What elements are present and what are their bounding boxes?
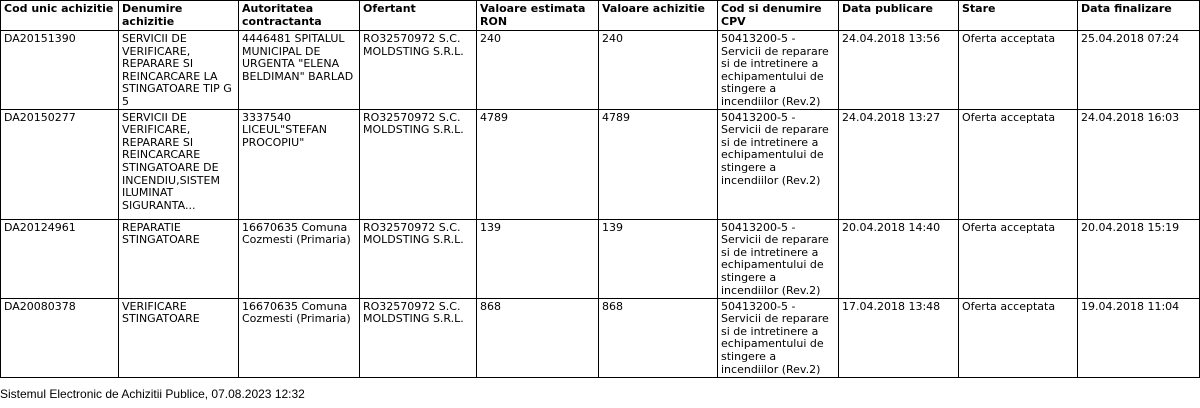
col-header-data-publicare: Data publicare — [839, 1, 959, 31]
cell-stare: Oferta acceptata — [959, 31, 1078, 110]
cell-valoare-estimata: 868 — [477, 298, 599, 377]
cell-valoare-achizitie: 139 — [599, 219, 718, 298]
cell-valoare-estimata: 240 — [477, 31, 599, 110]
col-header-stare: Stare — [959, 1, 1078, 31]
cell-data-publicare: 24.04.2018 13:27 — [839, 109, 959, 219]
col-header-ofertant: Ofertant — [360, 1, 477, 31]
cell-cod: DA20124961 — [1, 219, 119, 298]
cell-autoritate: 4446481 SPITALUL MUNICIPAL DE URGENTA "ELENA BELDIMAN" BARLAD — [239, 31, 360, 110]
header-row — [1, 1, 1200, 31]
table-row — [1, 298, 1200, 377]
cell-cpv: 50413200-5 - Servicii de reparare si de intretinere a echipamentului de stingere a incendiilor (Rev.2) — [718, 298, 839, 377]
cell-data-publicare: 20.04.2018 14:40 — [839, 219, 959, 298]
cell-autoritate: 16670635 Comuna Cozmesti (Primaria) — [239, 219, 360, 298]
cell-denumire: SERVICII DE VERIFICARE, REPARARE SI REINCARCARE LA STINGATOARE TIP G 5 — [119, 31, 239, 110]
cell-cod: DA20080378 — [1, 298, 119, 377]
footer-text: Sistemul Electronic de Achizitii Publice, 07.08.2023 12:32 — [0, 387, 305, 401]
col-header-valoare-achizitie: Valoare achizitie — [599, 1, 718, 31]
cell-data-publicare: 17.04.2018 13:48 — [839, 298, 959, 377]
cell-stare: Oferta acceptata — [959, 219, 1078, 298]
cell-valoare-estimata: 139 — [477, 219, 599, 298]
cell-autoritate: 3337540 LICEUL"STEFAN PROCOPIU" — [239, 109, 360, 219]
col-header-cpv: Cod si denumire CPV — [718, 1, 839, 31]
cell-data-finalizare: 25.04.2018 07:24 — [1078, 31, 1200, 110]
cell-denumire: VERIFICARE STINGATOARE — [119, 298, 239, 377]
cell-cpv: 50413200-5 - Servicii de reparare si de intretinere a echipamentului de stingere a incendiilor (Rev.2) — [718, 31, 839, 110]
cell-data-finalizare: 24.04.2018 16:03 — [1078, 109, 1200, 219]
cell-cod: DA20151390 — [1, 31, 119, 110]
cell-denumire: SERVICII DE VERIFICARE, REPARARE SI REINCARCARE STINGATOARE DE INCENDIU,SISTEM ILUMINAT SIGURANTA... — [119, 109, 239, 219]
col-header-autoritate: Autoritatea contractanta — [239, 1, 360, 31]
cell-cpv: 50413200-5 - Servicii de reparare si de intretinere a echipamentului de stingere a incendiilor (Rev.2) — [718, 219, 839, 298]
cell-ofertant: RO32570972 S.C. MOLDSTING S.R.L. — [360, 109, 477, 219]
cell-valoare-achizitie: 240 — [599, 31, 718, 110]
col-header-data-finalizare: Data finalizare — [1078, 1, 1200, 31]
cell-cod: DA20150277 — [1, 109, 119, 219]
cell-stare: Oferta acceptata — [959, 298, 1078, 377]
table-row — [1, 219, 1200, 298]
cell-data-finalizare: 20.04.2018 15:19 — [1078, 219, 1200, 298]
col-header-valoare-estimata: Valoare estimata RON — [477, 1, 599, 31]
table-row — [1, 109, 1200, 219]
cell-valoare-estimata: 4789 — [477, 109, 599, 219]
cell-cpv: 50413200-5 - Servicii de reparare si de intretinere a echipamentului de stingere a incendiilor (Rev.2) — [718, 109, 839, 219]
col-header-cod: Cod unic achizitie — [1, 1, 119, 31]
cell-valoare-achizitie: 868 — [599, 298, 718, 377]
cell-ofertant: RO32570972 S.C. MOLDSTING S.R.L. — [360, 298, 477, 377]
cell-data-finalizare: 19.04.2018 11:04 — [1078, 298, 1200, 377]
cell-stare: Oferta acceptata — [959, 109, 1078, 219]
cell-ofertant: RO32570972 S.C. MOLDSTING S.R.L. — [360, 31, 477, 110]
cell-valoare-achizitie: 4789 — [599, 109, 718, 219]
cell-data-publicare: 24.04.2018 13:56 — [839, 31, 959, 110]
cell-ofertant: RO32570972 S.C. MOLDSTING S.R.L. — [360, 219, 477, 298]
cell-autoritate: 16670635 Comuna Cozmesti (Primaria) — [239, 298, 360, 377]
col-header-denumire: Denumire achizitie — [119, 1, 239, 31]
table-row — [1, 31, 1200, 110]
cell-denumire: REPARATIE STINGATOARE — [119, 219, 239, 298]
